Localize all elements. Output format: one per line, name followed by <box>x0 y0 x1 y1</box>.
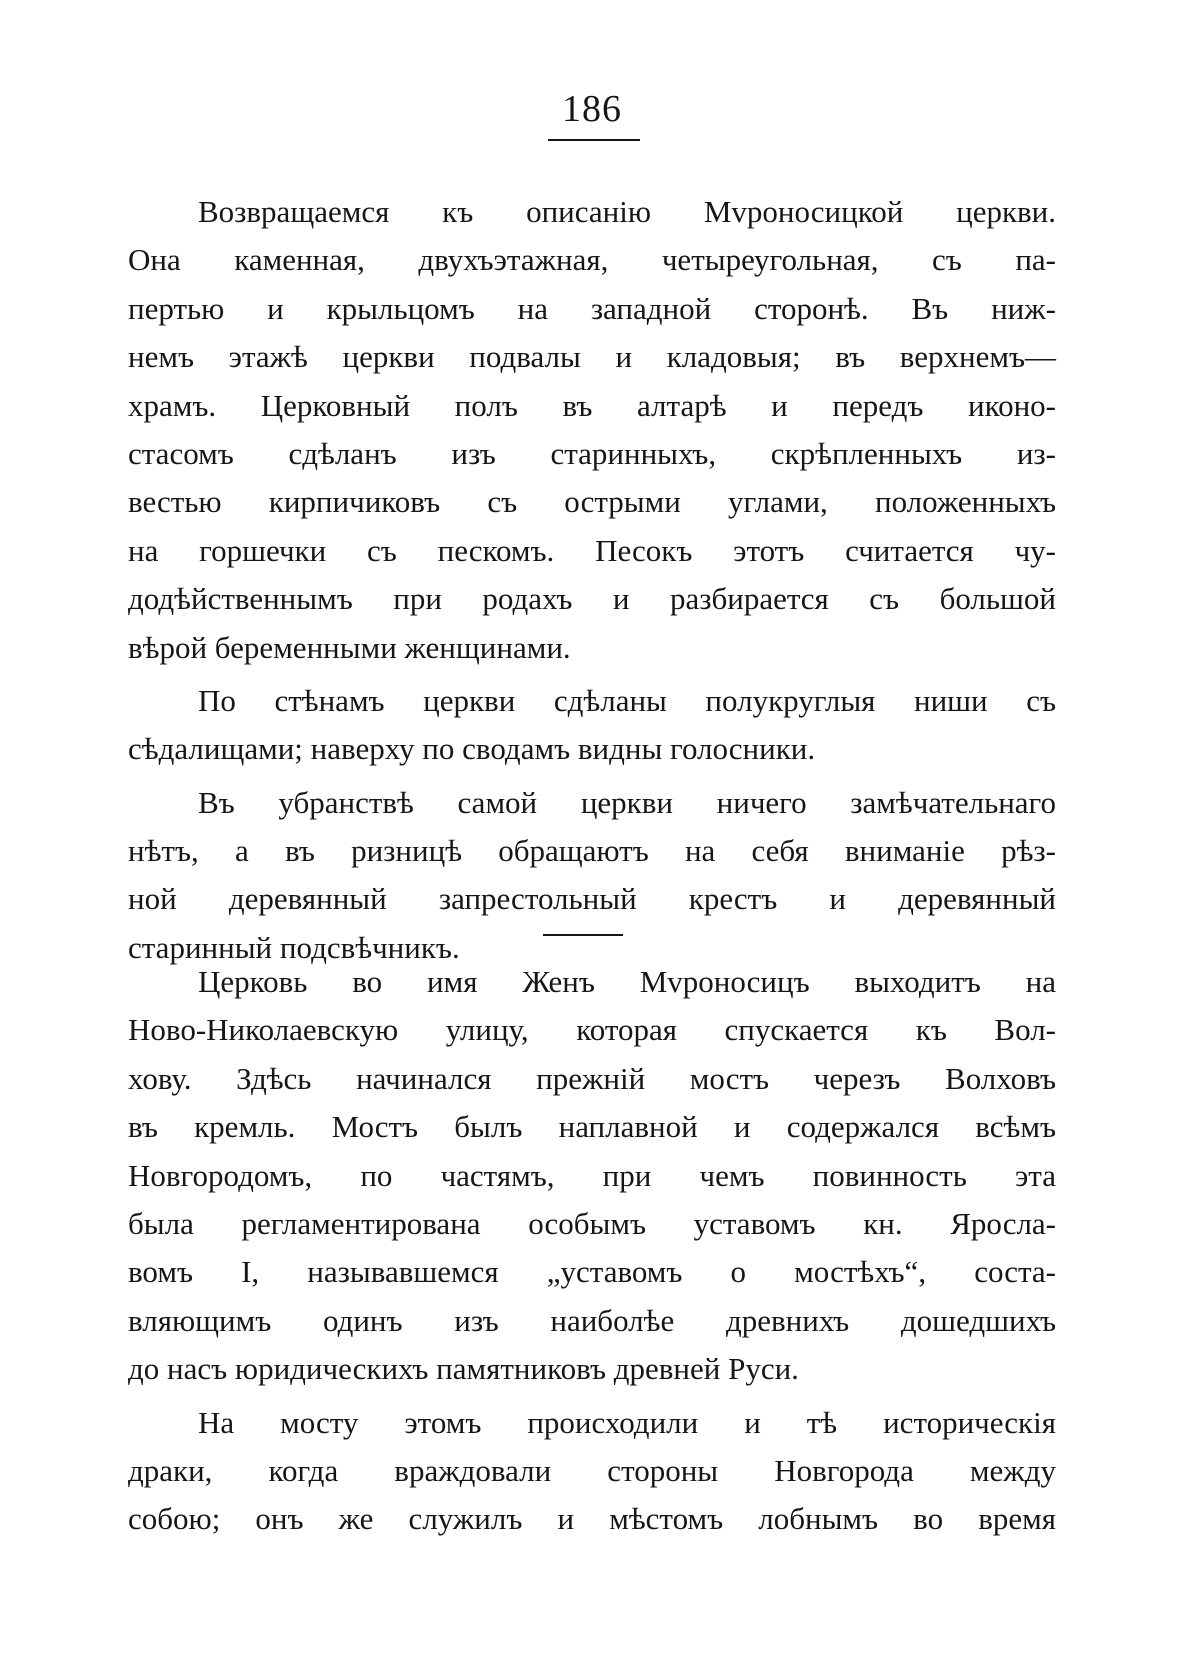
text-line: нѣтъ, а въ ризницѣ обращаютъ на себя вниманіе рѣз- <box>128 833 1056 869</box>
text-line: Возвращаемся къ описанію Мvроносицкой церкви. <box>198 194 1056 229</box>
text-line: Церковь во имя Женъ Мvроносицъ выходитъ на <box>198 964 1056 999</box>
text-line: Она каменная, двухъэтажная, четыреугольная, съ па- <box>128 242 1056 278</box>
text-line: была регламентирована особымъ уставомъ кн. Яросла- <box>128 1205 1056 1241</box>
text-line: вомъ I, называвшемся „уставомъ о мостѣхъ“, соста- <box>128 1254 1056 1290</box>
book-page <box>128 0 1056 1653</box>
text-line: Въ убранствѣ самой церкви ничего замѣчательнаго <box>198 784 1056 820</box>
text-line: сѣдалищами; наверху по сводамъ видны голосники. <box>128 731 816 767</box>
paragraph <box>128 188 1056 672</box>
page-number-underline <box>548 139 640 141</box>
paragraph <box>128 958 1056 1394</box>
section-1-text <box>128 188 1056 977</box>
text-line: вляющимъ одинъ изъ наиболѣе древнихъ дошедшихъ <box>128 1302 1056 1338</box>
paragraph <box>128 677 1056 774</box>
section-2-text <box>128 958 1056 1549</box>
text-line: на горшечки съ пескомъ. Песокъ этотъ считается чу- <box>128 532 1056 568</box>
text-line: Новгородомъ, по частямъ, при чемъ повинность эта <box>128 1157 1056 1193</box>
text-line: стасомъ сдѣланъ изъ старинныхъ, скрѣпленныхъ из- <box>128 435 1056 471</box>
section-divider <box>543 934 623 936</box>
text-line: пертью и крыльцомъ на западной сторонѣ. Въ ниж- <box>128 290 1056 326</box>
text-line: По стѣнамъ церкви сдѣланы полукруглыя ниши съ <box>198 682 1056 718</box>
text-line: Ново-Николаевскую улицу, которая спускается къ Вол- <box>128 1012 1056 1048</box>
page-number: 186 <box>562 88 622 130</box>
text-line: собою; онъ же служилъ и мѣстомъ лобнымъ во время <box>128 1501 1056 1537</box>
text-line: до насъ юридическихъ памятниковъ древней Руси. <box>128 1351 799 1387</box>
text-line: додѣйственнымъ при родахъ и разбирается съ большой <box>128 581 1056 617</box>
paragraph <box>128 779 1056 973</box>
text-line: вестью кирпичиковъ съ острыми углами, положенныхъ <box>128 484 1056 520</box>
text-line: На мосту этомъ происходили и тѣ историческія <box>198 1404 1056 1440</box>
paragraph <box>128 1399 1056 1544</box>
text-line: въ кремль. Мостъ былъ наплавной и содержался всѣмъ <box>128 1109 1056 1145</box>
text-line: хову. Здѣсь начинался прежній мостъ черезъ Волховъ <box>128 1060 1056 1096</box>
text-line: вѣрой беременными женщинами. <box>128 629 571 665</box>
text-line: ной деревянный запрестольный крестъ и деревянный <box>128 881 1056 917</box>
text-line: драки, когда враждовали стороны Новгорода между <box>128 1452 1056 1488</box>
text-line: храмъ. Церковный полъ въ алтарѣ и передъ иконо- <box>128 387 1056 423</box>
text-line: немъ этажѣ церкви подвалы и кладовыя; въ верхнемъ— <box>128 339 1056 375</box>
text-line: старинный подсвѣчникъ. <box>128 929 460 965</box>
